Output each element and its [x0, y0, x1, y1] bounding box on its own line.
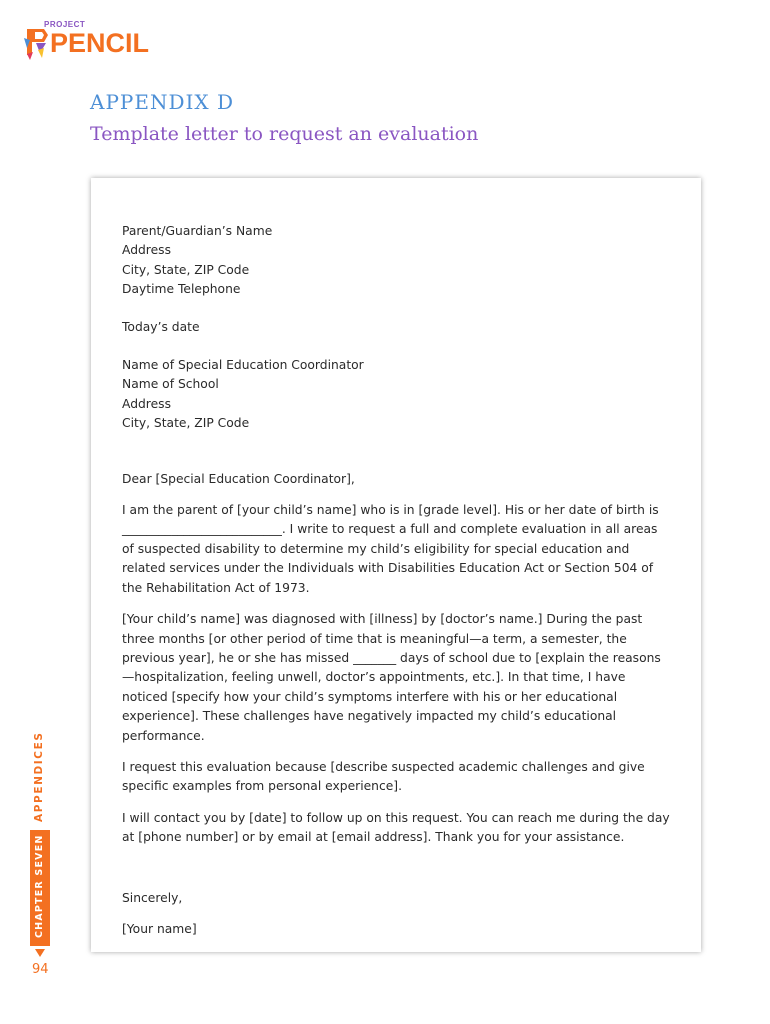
signature: [Your name]	[122, 921, 197, 936]
chapter-label: CHAPTER SEVEN	[34, 834, 45, 938]
sender-city-state-zip: City, State, ZIP Code	[122, 262, 250, 277]
page-title: Template letter to request an evaluation	[90, 123, 479, 145]
letter-date: Today’s date	[122, 319, 200, 334]
logo-main-word: PENCIL	[50, 28, 150, 58]
recipient-address: Address	[122, 396, 171, 411]
sender-name: Parent/Guardian’s Name	[122, 224, 273, 238]
recipient-school: Name of School	[122, 377, 219, 392]
letter-paragraph-followup: I will contact you by [date] to follow up on this request. You can reach me during the day at [phone number] or by email at [email address]. Thank you for your assistance.	[122, 810, 670, 845]
sender-address: Address	[122, 243, 171, 258]
page-number: 94	[32, 962, 49, 977]
project-pencil-logo	[24, 20, 150, 64]
pencil-mark-icon	[24, 26, 50, 60]
appendix-label: APPENDIX D	[90, 90, 235, 114]
letter-paragraph-intro: I am the parent of [your child’s name] who is in [grade level]. His or her date of birth is __________________________. I write to request a full and complete evaluation in all areas of suspected disability to determine my child’s eligibility for special education and related services under the Individuals with Disabilities Education Act or Section 504 of the Rehabilitation Act of 1973.	[122, 503, 659, 595]
salutation: Dear [Special Education Coordinator],	[122, 471, 355, 486]
closing: Sincerely,	[122, 890, 183, 905]
section-label: APPENDICES	[33, 731, 45, 822]
recipient-block	[122, 356, 670, 434]
sender-block	[122, 222, 670, 300]
recipient-city-state-zip: City, State, ZIP Code	[122, 416, 250, 431]
letter-paragraph-reason: I request this evaluation because [describe suspected academic challenges and give specific examples from personal experience].	[122, 759, 645, 794]
letter-body	[122, 222, 670, 939]
recipient-name: Name of Special Education Coordinator	[122, 358, 364, 373]
logo-top-word: PROJECT	[44, 20, 86, 29]
letter-paragraph-diagnosis: [Your child’s name] was diagnosed with [illness] by [doctor’s name.] During the past three months [or other period of time that is meaningful—a term, a semester, the previous year], he or she has missed _______ days of school due to [explain the reasons—hospitalization, feeling unwell, doctor’s appointments, etc.]. In that time, I have noticed [specify how your child’s symptoms interfere with his or her educational experience]. These challenges have negatively impacted my child’s educational performance.	[122, 612, 661, 743]
triangle-down-icon	[34, 948, 46, 958]
letter-template-card	[91, 178, 701, 952]
sender-telephone: Daytime Telephone	[122, 282, 241, 297]
